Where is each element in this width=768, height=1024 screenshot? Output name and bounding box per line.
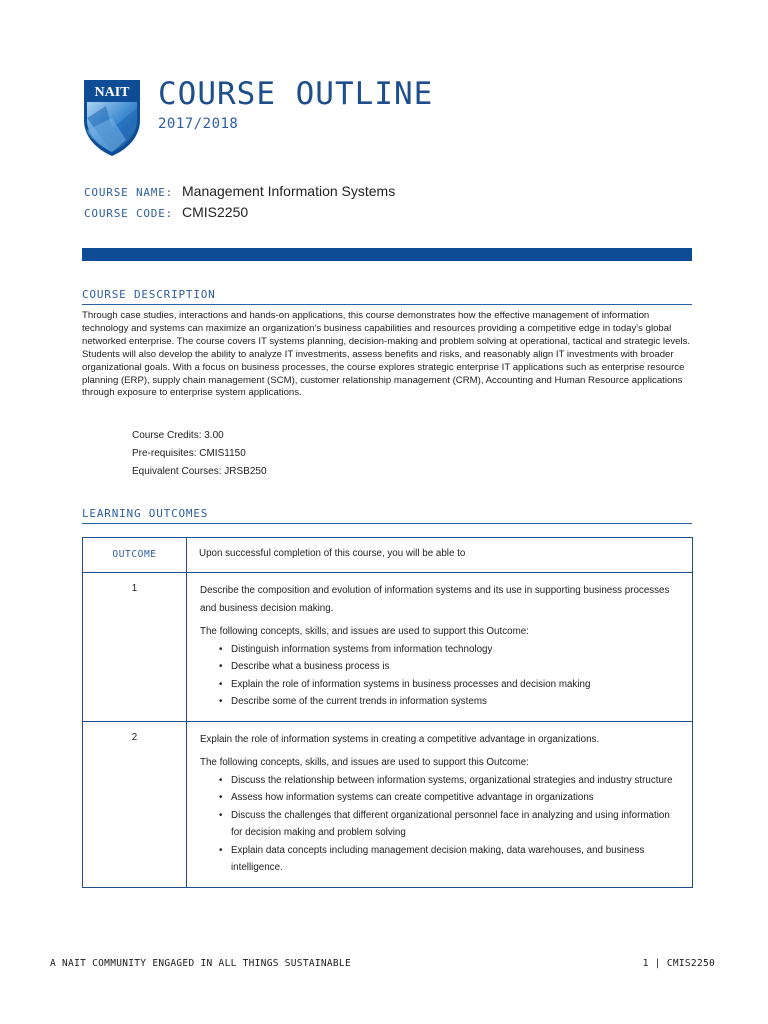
outcome-number: 2	[83, 721, 187, 887]
learning-outcomes-heading: LEARNING OUTCOMES	[82, 507, 692, 524]
outcome-bullet-list	[200, 772, 680, 877]
academic-year: 2017/2018	[158, 116, 239, 132]
list-item: • Discuss the challenges that different organizational personnel face in analyzing and using information for decision making and problem solving	[231, 807, 680, 842]
course-description-text: Through case studies, interactions and hands-on applications, this course demonstrates how the effective management of information technology and systems can maximize an organization's business capabilities and resources providing a competitive edge in today's global networked enterprise. The course covers IT systems planning, decision-making and problem solving at operational, tactical and strategic levels. Students will also develop the ability to analyze IT investments, assess benefits and risks, and reasonably align IT investments with broader organizational goals. With a focus on business processes, the course explores strategic enterprise IT applications such as enterprise resource planning (ERP), supply chain management (SCM), customer relationship management (CRM), Accounting and Human Resource applications through exposure to enterprise system applications.	[82, 310, 691, 399]
outcome-column-header: OUTCOME	[83, 538, 187, 573]
outcome-body	[187, 721, 693, 887]
outcome-text: Explain the role of information systems in creating a competitive advantage in organizations.	[200, 733, 600, 745]
page-footer	[50, 958, 715, 969]
course-name: Management Information Systems	[182, 183, 396, 199]
course-description-heading: COURSE DESCRIPTION	[82, 288, 692, 305]
list-item: • Assess how information systems can create competitive advantage in organizations	[231, 789, 680, 807]
logo-text: NAIT	[94, 85, 130, 100]
table-header-row	[83, 538, 693, 573]
course-meta	[84, 183, 395, 225]
list-item: • Discuss the relationship between information systems, organizational strategies and industry structure	[231, 772, 680, 790]
equivalent-courses: Equivalent Courses: JRSB250	[132, 466, 267, 477]
nait-logo	[82, 78, 142, 158]
page-number: 1 | CMIS2250	[642, 958, 715, 969]
table-row	[83, 721, 693, 887]
outcome-support-text: The following concepts, skills, and issues are used to support this Outcome:	[200, 626, 529, 637]
outcome-intro-text: Upon successful completion of this course, you will be able to	[187, 538, 693, 573]
list-item: • Describe some of the current trends in information systems	[231, 693, 680, 711]
header-divider-bar	[82, 248, 692, 261]
prerequisites: Pre-requisites: CMIS1150	[132, 448, 246, 459]
course-name-label: COURSE NAME:	[84, 186, 174, 199]
title-block	[158, 76, 433, 132]
outcome-text: Describe the composition and evolution of information systems and its use in supporting business processes and business decision making.	[200, 585, 670, 614]
page-title: COURSE OUTLINE	[158, 76, 434, 112]
course-credits-block	[132, 430, 267, 484]
list-item: • Explain data concepts including management decision making, data warehouses, and business intelligence.	[231, 842, 680, 877]
course-credits: Course Credits: 3.00	[132, 430, 224, 441]
table-row	[83, 573, 693, 722]
list-item: • Describe what a business process is	[231, 658, 680, 676]
list-item: • Explain the role of information systems in business processes and decision making	[231, 676, 680, 694]
outcome-bullet-list	[200, 641, 680, 711]
course-code: CMIS2250	[182, 204, 249, 220]
course-code-label: COURSE CODE:	[84, 207, 174, 220]
list-item: • Distinguish information systems from information technology	[231, 641, 680, 659]
learning-outcomes-table	[82, 537, 693, 888]
outcome-number: 1	[83, 573, 187, 722]
outcome-support-text: The following concepts, skills, and issues are used to support this Outcome:	[200, 757, 529, 768]
footer-tagline: A NAIT COMMUNITY ENGAGED IN ALL THINGS SUSTAINABLE	[50, 958, 351, 969]
outcome-body	[187, 573, 693, 722]
